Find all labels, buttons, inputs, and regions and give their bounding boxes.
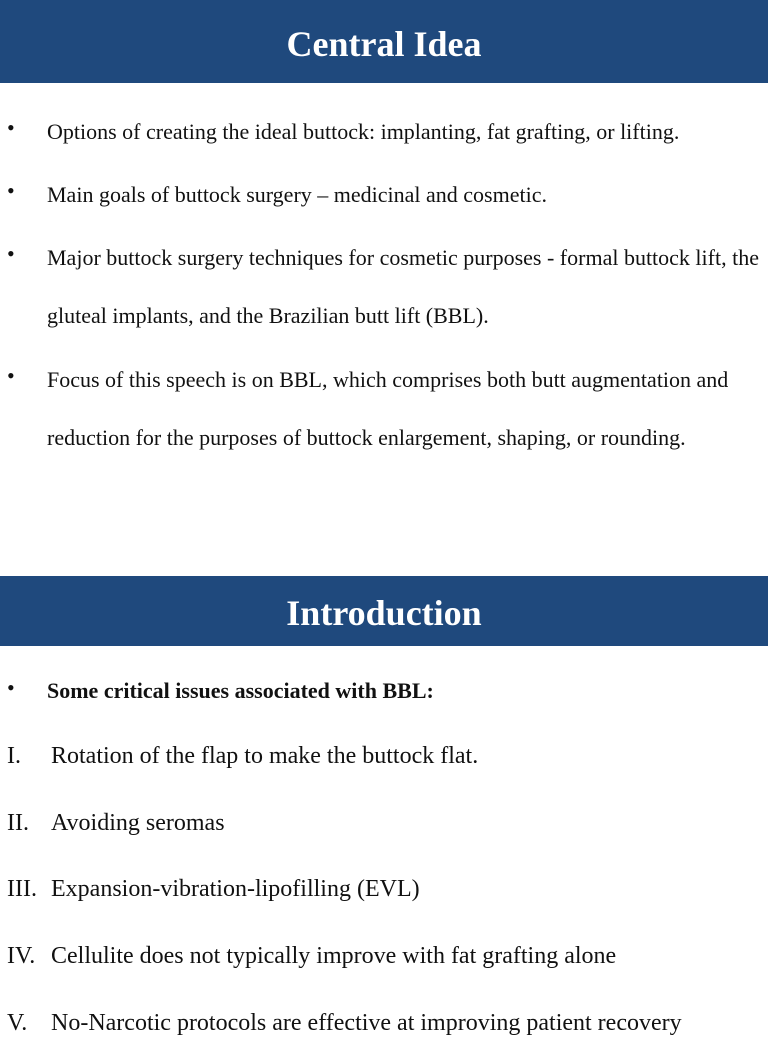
item-number: V. (7, 1010, 28, 1036)
introduction-banner (0, 576, 768, 646)
introduction-item: Rotation of the flap to make the buttock flat. (51, 743, 479, 769)
bullet-icon: • (7, 241, 15, 266)
bullet-icon: • (7, 178, 15, 203)
introduction-title: Introduction (286, 593, 482, 633)
introduction-item: Avoiding seromas (51, 810, 225, 836)
central-idea-banner (0, 0, 768, 83)
item-number: II. (7, 810, 29, 836)
item-number: IV. (7, 943, 36, 969)
item-number: III. (7, 876, 37, 902)
introduction-item: Expansion-vibration-lipofilling (EVL) (51, 876, 420, 902)
item-number: I. (7, 743, 21, 769)
central-idea-bullet: Main goals of buttock surgery – medicinal and cosmetic. (47, 182, 547, 207)
bullet-icon: • (7, 363, 15, 388)
introduction-item: No-Narcotic protocols are effective at improving patient recovery (51, 1010, 682, 1036)
central-idea-title: Central Idea (286, 24, 482, 64)
introduction-lead: Some critical issues associated with BBL: (47, 678, 434, 703)
central-idea-bullet: Focus of this speech is on BBL, which comprises both butt augmentation and reduction for the purposes of buttock enlargement, shaping, or rounding. (47, 367, 729, 450)
bullet-icon: • (7, 675, 15, 700)
bullet-icon: • (7, 115, 15, 140)
introduction-item: Cellulite does not typically improve with fat grafting alone (51, 943, 617, 969)
central-idea-bullet: Options of creating the ideal buttock: implanting, fat grafting, or lifting. (47, 119, 680, 144)
central-idea-bullet: Major buttock surgery techniques for cosmetic purposes - formal buttock lift, the gluteal implants, and the Brazilian butt lift (BBL). (47, 245, 759, 328)
